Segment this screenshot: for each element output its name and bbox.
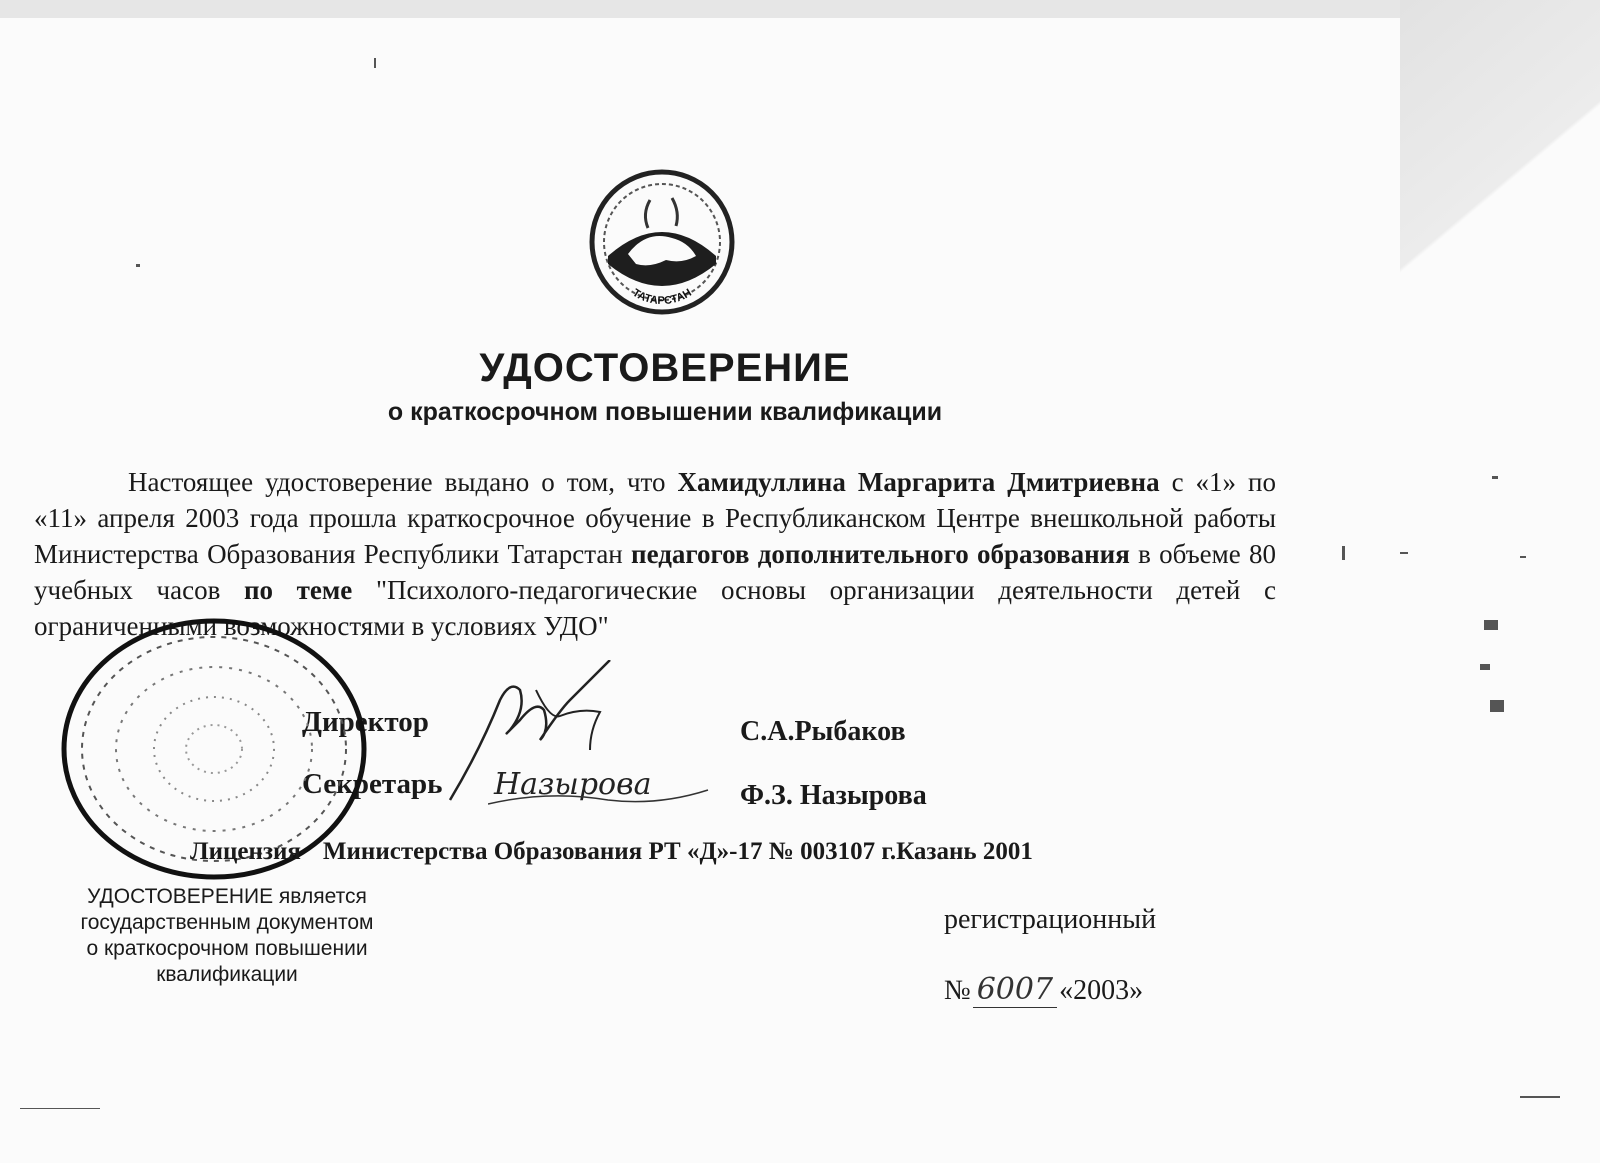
director-name: С.А.Рыбаков <box>740 716 906 747</box>
license-label: Лицензия <box>190 838 301 865</box>
note-line-3: о краткосрочном повышении <box>86 937 368 960</box>
topic-label: по теме <box>243 575 353 605</box>
director-label: Директор <box>302 706 429 738</box>
certificate-body <box>34 464 1276 644</box>
tatarstan-emblem <box>588 168 736 316</box>
intro-text: Настоящее удостоверение выдано о том, что <box>128 467 666 497</box>
registration-number-prefix: № <box>944 975 971 1006</box>
secretary-handwriting: Назырова <box>494 767 652 802</box>
document-status-note <box>42 884 412 988</box>
license-line <box>190 838 1033 866</box>
document-subtitle: о краткосрочном повышении квалификации <box>387 398 943 426</box>
recipient-name: Хамидуллина Маргарита Дмитриевна <box>677 467 1160 497</box>
secretary-label: Секретарь <box>302 768 443 800</box>
registration-label: регистрационный <box>944 904 1157 935</box>
note-line-4: квалификации <box>156 963 298 986</box>
period-text: с «1» по «11» апреля 2003 года прошла краткосрочное обучение в Республиканском Центре внешкольной работы Министерства Образования Республики Татарстан <box>34 467 1277 569</box>
registration-number-line <box>944 972 1143 1008</box>
emblem-text: ТАТАРСТАН <box>630 286 694 308</box>
registration-year: «2003» <box>1059 975 1144 1006</box>
topic-text: "Психолого-педагогические основы организации деятельности детей с ограниченными возможностями в условиях УДО" <box>34 575 1277 641</box>
scan-edge <box>0 0 1600 18</box>
hours-text: в объеме 80 учебных часов <box>34 539 1276 605</box>
director-signature <box>440 660 630 810</box>
audience-text: педагогов дополнительного образования <box>631 539 1130 569</box>
secretary-name: Ф.З. Назырова <box>740 780 927 811</box>
note-line-2: государственным документом <box>80 911 374 934</box>
secretary-signature <box>488 760 718 810</box>
license-text: Министерства Образования РТ «Д»-17 № 003107 г.Казань 2001 <box>322 838 1033 865</box>
svg-text:ТАТАРСТАН <box>630 287 693 307</box>
document-title: УДОСТОВЕРЕНИЕ <box>479 346 851 390</box>
note-line-1: УДОСТОВЕРЕНИЕ является <box>87 885 367 908</box>
registration-number: 6007 <box>973 972 1057 1008</box>
page-fold <box>1400 0 1600 320</box>
